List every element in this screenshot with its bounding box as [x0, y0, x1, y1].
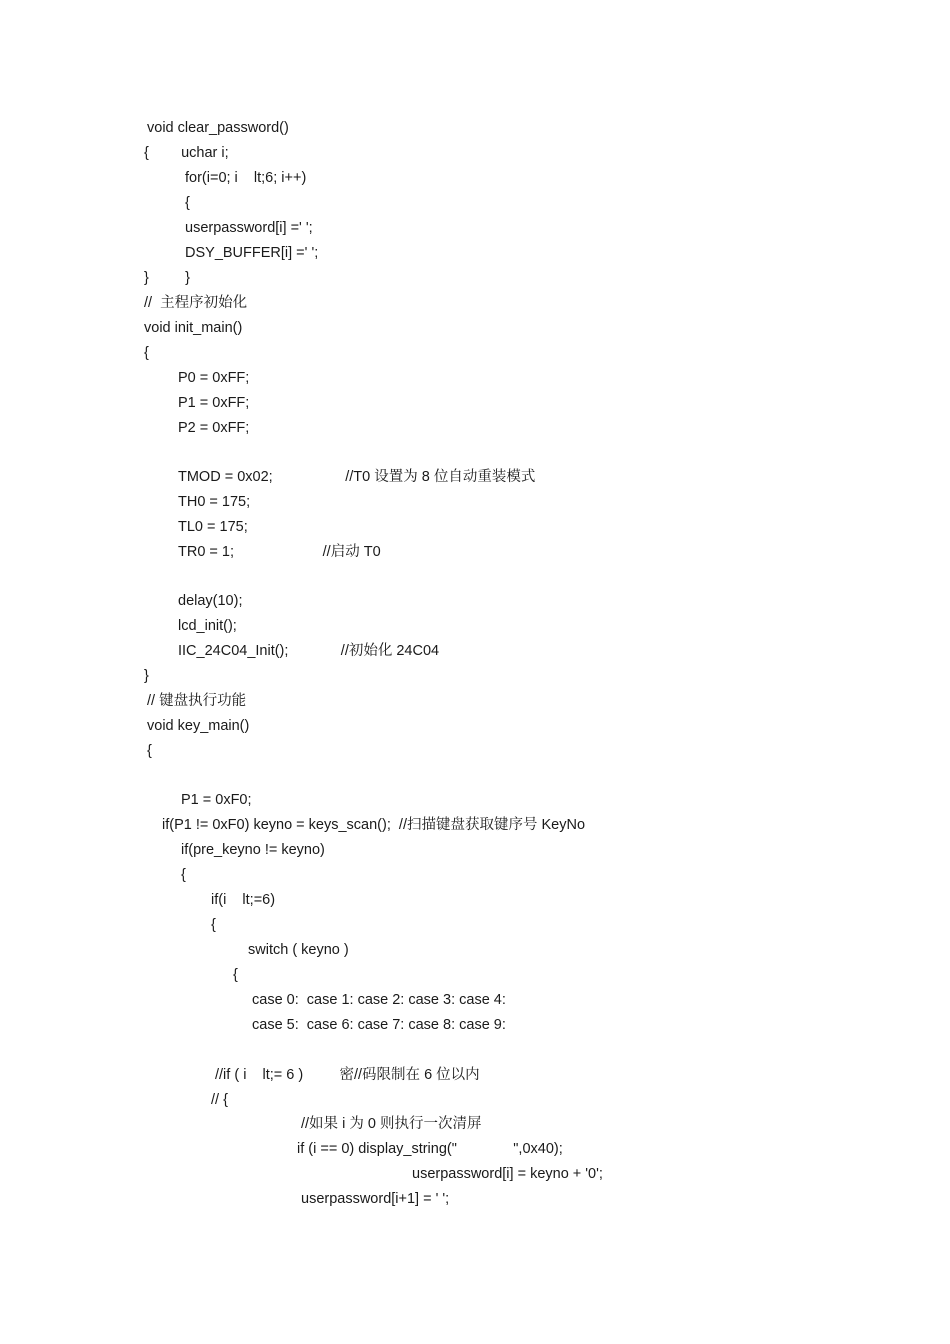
code-line: userpassword[i] =' '; — [185, 220, 313, 236]
code-line: { uchar i; — [144, 145, 229, 161]
code-line: TMOD = 0x02; //T0 设置为 8 位自动重装模式 — [178, 469, 536, 485]
code-line: TL0 = 175; — [178, 519, 248, 535]
code-comment: // 主程序初始化 — [144, 295, 248, 311]
code-line: case 5: case 6: case 7: case 8: case 9: — [252, 1017, 506, 1033]
code-line: IIC_24C04_Init(); //初始化 24C04 — [178, 643, 440, 659]
code-line: userpassword[i] = keyno + '0'; — [412, 1166, 603, 1182]
code-comment: //if ( i lt;= 6 ) 密//码限制在 6 位以内 — [215, 1067, 480, 1083]
code-line: DSY_BUFFER[i] =' '; — [185, 245, 319, 261]
code-line: { — [211, 917, 216, 933]
code-line: void clear_password() — [147, 120, 289, 136]
code-line: void key_main() — [147, 718, 250, 734]
code-line: } — [144, 668, 149, 684]
code-line: switch ( keyno ) — [248, 942, 349, 958]
code-line: { — [144, 345, 149, 361]
code-line: if (i == 0) display_string(" ",0x40); — [297, 1141, 563, 1157]
code-line: case 0: case 1: case 2: case 3: case 4: — [252, 992, 506, 1008]
code-line: TH0 = 175; — [178, 494, 251, 510]
code-line: P2 = 0xFF; — [178, 420, 250, 436]
code-line: TR0 = 1; //启动 T0 — [178, 544, 381, 560]
code-line: { — [233, 967, 238, 983]
code-line: if(i lt;=6) — [211, 892, 276, 908]
code-line: P1 = 0xF0; — [181, 792, 252, 808]
code-line: if(pre_keyno != keyno) — [181, 842, 325, 858]
code-line: { — [185, 195, 190, 211]
code-line: for(i=0; i lt;6; i++) — [185, 170, 307, 186]
code-line: { — [181, 867, 186, 883]
code-line: if(P1 != 0xF0) keyno = keys_scan(); //扫描键盘获取键序号 KeyNo — [162, 817, 586, 833]
code-comment: //如果 i 为 0 则执行一次清屏 — [301, 1116, 482, 1132]
code-comment: // 键盘执行功能 — [147, 693, 247, 709]
code-line: } } — [144, 270, 190, 286]
code-line: delay(10); — [178, 593, 243, 609]
code-line: P1 = 0xFF; — [178, 395, 250, 411]
code-line: void init_main() — [144, 320, 243, 336]
code-line: userpassword[i+1] = ' '; — [301, 1191, 450, 1207]
code-comment: // { — [211, 1092, 228, 1108]
code-line: { — [147, 743, 152, 759]
code-line: lcd_init(); — [178, 618, 237, 634]
code-line: P0 = 0xFF; — [178, 370, 250, 386]
